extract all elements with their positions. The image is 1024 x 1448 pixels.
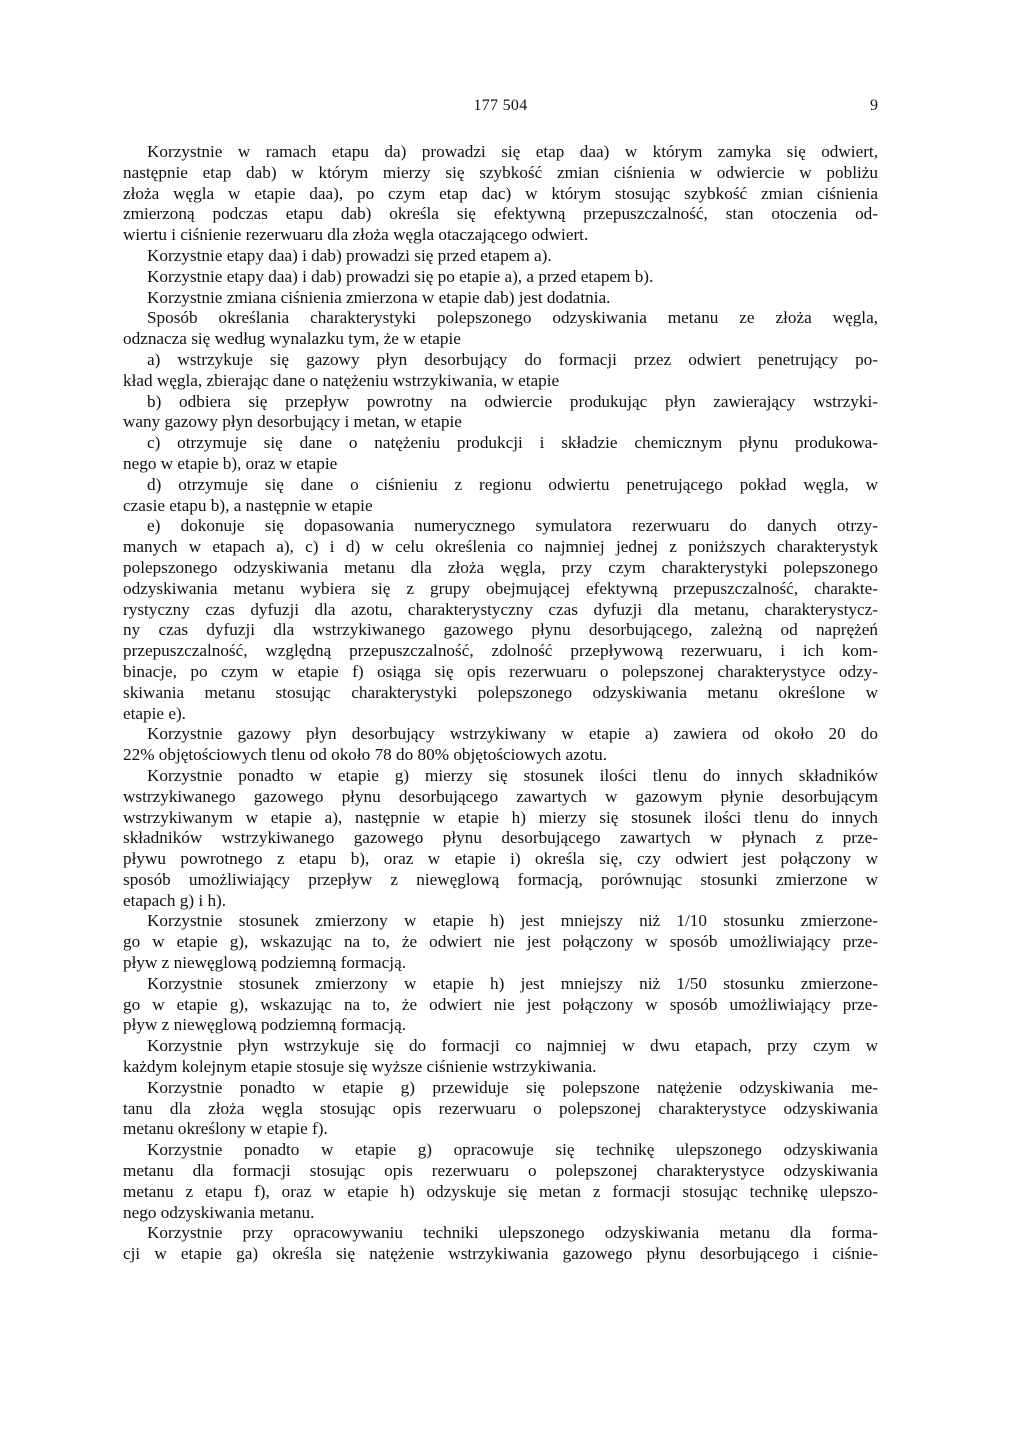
text-line: pływu powrotnego z etapu b), oraz w etapie i) określa się, czy odwiert jest połączony w	[123, 849, 878, 869]
text-line: pływ z niewęglową podziemną formacją.	[123, 1015, 407, 1035]
text-line: nego odzyskiwania metanu.	[123, 1202, 315, 1222]
text-line: kład węgla, zbierając dane o natężeniu wstrzykiwania, w etapie	[123, 370, 560, 390]
text-line: złoża węgla w etapie daa), po czym etap dac) w którym stosując szybkość zmian ciśnienia	[123, 183, 878, 203]
text-line: cji w etapie ga) określa się natężenie wstrzykiwania gazowego płynu desorbującego i ciśnie-	[123, 1244, 878, 1264]
text-line: Korzystnie etapy daa) i dab) prowadzi się przed etapem a).	[147, 245, 552, 265]
text-line: metanu dla formacji stosując opis rezerwuaru o polepszonej charakterystyce odzyskiwania	[123, 1161, 878, 1181]
text-line: go w etapie g), wskazując na to, że odwiert nie jest połączony w sposób umożliwiający prze-	[123, 932, 878, 952]
text-line: polepszonego odzyskiwania metanu dla złoża węgla, przy czym charakterystyki polepszonego	[123, 557, 878, 577]
text-line: Korzystnie przy opracowywaniu techniki ulepszonego odzyskiwania metanu dla forma-	[147, 1223, 878, 1243]
text-line: binacje, po czym w etapie f) osiąga się opis rezerwuaru o polepszonej charakterystyce odzy-	[123, 661, 878, 681]
text-line: etapie e).	[123, 703, 186, 723]
text-line: manych w etapach a), c) i d) w celu określenia co najmniej jednej z poniższych charakterystyk	[123, 537, 878, 557]
text-line: rystyczny czas dyfuzji dla azotu, charakterystyczny czas dyfuzji dla metanu, charakterystycz-	[123, 599, 878, 619]
text-line: b) odbiera się przepływ powrotny na odwiercie produkując płyn zawierający wstrzyki-	[147, 391, 878, 411]
text-line: wiertu i ciśnienie rezerwuaru dla złoża węgla otaczającego odwiert.	[123, 225, 589, 245]
text-line: Korzystnie ponadto w etapie g) przewiduje się polepszone natężenie odzyskiwania me-	[147, 1077, 878, 1097]
text-line: Korzystnie stosunek zmierzony w etapie h) jest mniejszy niż 1/10 stosunku zmierzone-	[147, 911, 878, 931]
document-body	[123, 142, 878, 1265]
text-line: odzyskiwania metanu wybiera się z grupy obejmującej efektywną przepuszczalność, charakte-	[123, 578, 878, 598]
text-line: tanu dla złoża węgla stosując opis rezerwuaru o polepszonej charakterystyce odzyskiwania	[123, 1098, 878, 1118]
text-line: zmierzoną podczas etapu dab) określa się efektywną przepuszczalność, stan otoczenia od-	[123, 204, 878, 224]
text-line: składników wstrzykiwanego gazowego płynu desorbującego zawartych w płynach z prze-	[123, 828, 878, 848]
page-header	[123, 97, 878, 121]
text-line: ny czas dyfuzji dla wstrzykiwanego gazowego płynu desorbującego, zależną od naprężeń	[123, 620, 878, 640]
text-line: Sposób określania charakterystyki polepszonego odzyskiwania metanu ze złoża węgla,	[147, 308, 878, 328]
text-line: Korzystnie płyn wstrzykuje się do formacji co najmniej w dwu etapach, przy czym w	[147, 1036, 878, 1056]
text-line: następnie etap dab) w którym mierzy się szybkość zmian ciśnienia w odwiercie w pobliżu	[123, 162, 878, 182]
text-line: nego w etapie b), oraz w etapie	[123, 453, 338, 473]
text-line: przepuszczalność, względną przepuszczalność, zdolność przepływową rezerwuaru, i ich kom-	[123, 641, 878, 661]
text-line: Korzystnie zmiana ciśnienia zmierzona w etapie dab) jest dodatnia.	[147, 287, 611, 307]
text-line: Korzystnie etapy daa) i dab) prowadzi się po etapie a), a przed etapem b).	[147, 266, 654, 286]
text-line: wstrzykiwanym w etapie a), następnie w etapie h) mierzy się stosunek ilości tlenu do innych	[123, 807, 878, 827]
text-line: Korzystnie gazowy płyn desorbujący wstrzykiwany w etapie a) zawiera od około 20 do	[147, 724, 878, 744]
publication-number: 177 504	[473, 97, 528, 114]
text-line: c) otrzymuje się dane o natężeniu produkcji i składzie chemicznym płynu produkowa-	[147, 433, 878, 453]
page-number: 9	[870, 97, 878, 114]
text-line: etapach g) i h).	[123, 890, 227, 910]
text-line: d) otrzymuje się dane o ciśnieniu z regionu odwiertu penetrującego pokład węgla, w	[147, 474, 878, 494]
text-line: 22% objętościowych tlenu od około 78 do 80% objętościowych azotu.	[123, 745, 608, 765]
text-line: czasie etapu b), a następnie w etapie	[123, 495, 373, 515]
text-line: sposób umożliwiający przepływ z niewęglową formacją, porównując stosunki zmierzone w	[123, 869, 878, 889]
text-line: e) dokonuje się dopasowania numerycznego symulatora rezerwuaru do danych otrzy-	[147, 516, 878, 536]
text-line: Korzystnie ponadto w etapie g) mierzy się stosunek ilości tlenu do innych składników	[147, 765, 878, 785]
text-line: metanu określony w etapie f).	[123, 1119, 328, 1139]
text-line: pływ z niewęglową podziemną formacją.	[123, 953, 407, 973]
text-line: Korzystnie stosunek zmierzony w etapie h) jest mniejszy niż 1/50 stosunku zmierzone-	[147, 973, 878, 993]
text-line: metanu z etapu f), oraz w etapie h) odzyskuje się metan z formacji stosując technikę ulepszo-	[123, 1181, 878, 1201]
text-line: skiwania metanu stosując charakterystyki polepszonego odzyskiwania metanu określone w	[123, 682, 878, 702]
text-line: wany gazowy płyn desorbujący i metan, w etapie	[123, 412, 462, 432]
text-line: wstrzykiwanego gazowego płynu desorbującego zawartych w gazowym płynie desorbującym	[123, 786, 878, 806]
text-line: go w etapie g), wskazując na to, że odwiert nie jest połączony w sposób umożliwiający prze-	[123, 994, 878, 1014]
text-line: Korzystnie ponadto w etapie g) opracowuje się technikę ulepszonego odzyskiwania	[147, 1140, 878, 1160]
text-line: a) wstrzykuje się gazowy płyn desorbujący do formacji przez odwiert penetrujący po-	[147, 349, 878, 369]
text-line: odznacza się według wynalazku tym, że w etapie	[123, 329, 461, 349]
text-line: Korzystnie w ramach etapu da) prowadzi się etap daa) w którym zamyka się odwiert,	[147, 142, 878, 161]
text-line: każdym kolejnym etapie stosuje się wyższe ciśnienie wstrzykiwania.	[123, 1057, 597, 1077]
